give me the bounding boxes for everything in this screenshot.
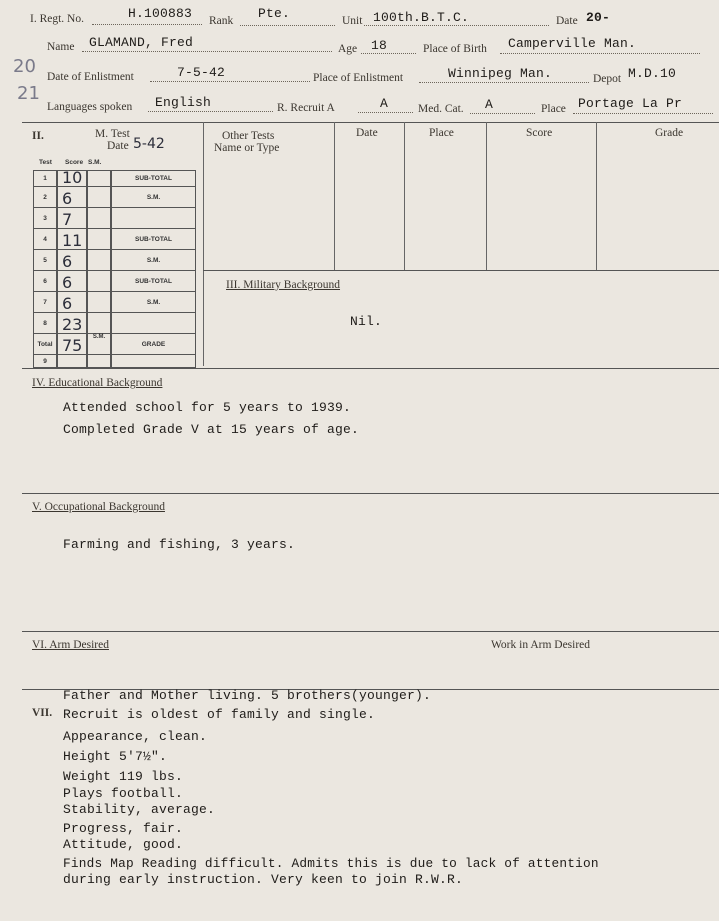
remarks-line-8: Progress, fair. [63, 821, 184, 836]
education-label: IV. Educational Background [32, 377, 163, 389]
enlist-date-label: Date of Enlistment [47, 71, 134, 83]
education-line-2: Completed Grade V at 15 years of age. [63, 422, 360, 437]
lang-value: English [155, 95, 212, 110]
grade-col-header: Grade [655, 127, 684, 139]
score-row-sm [87, 207, 111, 229]
col-score-header: Score [65, 159, 84, 166]
score-row-number: Total [33, 333, 57, 355]
score-row-value: 7 [57, 207, 87, 229]
score-row-sm [87, 312, 111, 334]
score-row-side: SUB-TOTAL [111, 270, 196, 292]
lang-label: Languages spoken [47, 101, 133, 113]
score-row-value: 6 [57, 186, 87, 208]
occupation-label: V. Occupational Background [32, 501, 165, 513]
score-row-side: S.M. [111, 291, 196, 313]
section-vii-number: VII. [32, 707, 53, 719]
work-in-arm-label: Work in Arm Desired [491, 639, 591, 651]
score-row-number: 8 [33, 312, 57, 334]
mtest-date-label: Date [107, 140, 129, 152]
date-col-header: Date [356, 127, 378, 139]
score-row-number: 1 [33, 170, 57, 187]
place-value: Portage La Pr [578, 96, 683, 111]
remarks-line-3: Appearance, clean. [63, 729, 208, 744]
score-row-sm [87, 228, 111, 250]
remarks-line-10: Finds Map Reading difficult. Admits this is due to lack of attention [63, 856, 599, 871]
age-value: 18 [371, 38, 388, 53]
col-test-header: Test [39, 159, 52, 166]
depot-label: Depot [593, 73, 622, 85]
score-row-side [111, 354, 196, 368]
enlist-place-value: Winnipeg Man. [448, 66, 553, 81]
age-label: Age [338, 43, 358, 55]
score-row-value: 23 [57, 312, 87, 334]
place-label: Place [541, 103, 566, 115]
score-row-value: 10 [57, 170, 87, 187]
score-row-number: 6 [33, 270, 57, 292]
depot-value: M.D.10 [628, 66, 677, 81]
date-label: Date [556, 15, 578, 27]
remarks-line-7: Stability, average. [63, 802, 216, 817]
score-row-number: 2 [33, 186, 57, 208]
rank-label: Rank [209, 15, 234, 27]
other-tests-label: Other Tests [222, 130, 275, 142]
name-label: Name [47, 41, 75, 53]
mtest-label: M. Test [95, 128, 130, 140]
birth-value: Camperville Man. [508, 36, 637, 51]
occupation-text: Farming and fishing, 3 years. [63, 537, 296, 552]
arm-desired-label: VI. Arm Desired [32, 639, 109, 651]
score-row-side: SUB-TOTAL [111, 228, 196, 250]
medcat-label: Med. Cat. [418, 103, 464, 115]
margin-note-1: 20 [13, 56, 36, 77]
other-tests-sub: Name or Type [214, 142, 280, 154]
recruit-label: R. Recruit A [277, 102, 335, 114]
score-col-header: Score [526, 127, 553, 139]
score-row-value: 6 [57, 270, 87, 292]
score-row-sm [87, 354, 111, 368]
score-row-number: 5 [33, 249, 57, 271]
date-value: 20- [586, 10, 611, 25]
mtest-date-value: 5-42 [133, 136, 165, 152]
score-row-sm: S.M. [87, 333, 111, 355]
score-row-side [111, 312, 196, 334]
score-row-sm [87, 170, 111, 187]
score-row-sm [87, 186, 111, 208]
recruit-value: A [380, 96, 389, 111]
score-row-sm [87, 270, 111, 292]
unit-label: Unit [342, 15, 363, 27]
margin-note-2: 21 [17, 83, 40, 104]
remarks-line-4: Height 5'7½". [63, 749, 168, 764]
birth-label: Place of Birth [423, 43, 487, 55]
score-row-side: GRADE [111, 333, 196, 355]
name-value: GLAMAND, Fred [89, 35, 194, 50]
remarks-line-2: Recruit is oldest of family and single. [63, 707, 376, 722]
score-row-value: 11 [57, 228, 87, 250]
military-text: Nil. [350, 314, 383, 329]
section-ii-number: II. [32, 130, 44, 142]
score-row-side: S.M. [111, 249, 196, 271]
score-row-sm [87, 249, 111, 271]
col-sm-header: S.M. [88, 159, 102, 166]
military-label: III. Military Background [226, 279, 341, 291]
remarks-line-9: Attitude, good. [63, 837, 184, 852]
rank-value: Pte. [258, 6, 291, 21]
remarks-line-1: Father and Mother living. 5 brothers(younger). [63, 688, 432, 703]
score-row-value: 75 [57, 333, 87, 355]
medcat-value: A [485, 97, 494, 112]
regt-no-label: I. Regt. No. [30, 13, 84, 25]
score-row-side: S.M. [111, 186, 196, 208]
enlist-date-value: 7-5-42 [177, 65, 226, 80]
score-row-value: 6 [57, 249, 87, 271]
score-row-number: 4 [33, 228, 57, 250]
score-row-value: 6 [57, 291, 87, 313]
remarks-line-5: Weight 119 lbs. [63, 769, 184, 784]
regt-no-value: H.100883 [128, 6, 193, 21]
enlist-place-label: Place of Enlistment [313, 72, 404, 84]
score-row-sm [87, 291, 111, 313]
unit-value: 100th.B.T.C. [373, 10, 470, 25]
score-row-number: 3 [33, 207, 57, 229]
score-row-side: SUB-TOTAL [111, 170, 196, 187]
score-row-side [111, 207, 196, 229]
place-col-header: Place [429, 127, 454, 139]
education-line-1: Attended school for 5 years to 1939. [63, 400, 352, 415]
score-row-value [57, 354, 87, 368]
remarks-line-6: Plays football. [63, 786, 184, 801]
score-row-number: 7 [33, 291, 57, 313]
score-row-number: 9 [33, 354, 57, 368]
remarks-line-11: during early instruction. Very keen to join R.W.R. [63, 872, 464, 887]
